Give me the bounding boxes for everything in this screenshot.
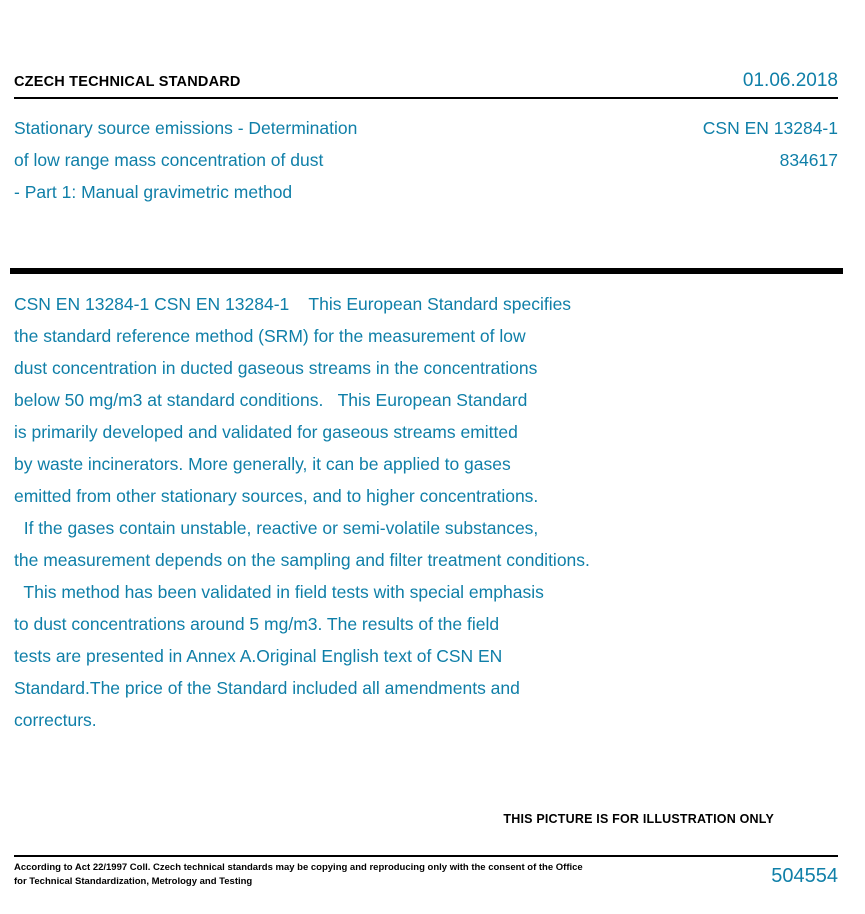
abstract-line: emitted from other stationary sources, and to higher concentrations. — [14, 486, 539, 506]
standard-title — [14, 112, 357, 208]
standard-title-line-1: Stationary source emissions - Determination — [14, 118, 358, 138]
header-divider — [14, 97, 838, 99]
standard-classification-code: 834617 — [779, 150, 838, 170]
section-divider — [10, 268, 843, 274]
publication-date: 01.06.2018 — [742, 70, 838, 91]
abstract-line: the standard reference method (SRM) for the measurement of low — [14, 326, 526, 346]
abstract-line: the measurement depends on the sampling and filter treatment conditions. — [14, 550, 590, 570]
copyright-note-line-2: for Technical Standardization, Metrology and Testing — [14, 876, 253, 887]
footer-divider — [14, 855, 838, 857]
standard-designation: CSN EN 13284-1 — [702, 118, 838, 138]
standard-title-block — [14, 112, 838, 208]
copyright-note-line-1: According to Act 22/1997 Coll. Czech technical standards may be copying and reproducing only with the consent of the Office — [14, 862, 583, 873]
document-header — [14, 70, 838, 92]
abstract-line: Standard.The price of the Standard included all amendments and — [14, 678, 520, 698]
abstract-line: If the gases contain unstable, reactive or semi-volatile substances, — [14, 518, 539, 538]
copyright-note — [14, 861, 583, 889]
abstract-line: tests are presented in Annex A.Original English text of CSN EN — [14, 646, 503, 666]
abstract-line: by waste incinerators. More generally, it can be applied to gases — [14, 454, 511, 474]
standard-title-line-2: of low range mass concentration of dust — [14, 150, 324, 170]
abstract-line: is primarily developed and validated for gaseous streams emitted — [14, 422, 518, 442]
page-title: CZECH TECHNICAL STANDARD — [14, 74, 241, 90]
illustration-disclaimer: THIS PICTURE IS FOR ILLUSTRATION ONLY — [503, 812, 774, 826]
standard-identifiers — [703, 112, 838, 176]
abstract-text — [14, 288, 844, 736]
abstract-line: correcturs. — [14, 710, 97, 730]
abstract-line: CSN EN 13284-1 CSN EN 13284-1 This European Standard specifies — [14, 294, 572, 314]
document-footer — [14, 861, 838, 889]
standard-title-line-3: - Part 1: Manual gravimetric method — [14, 182, 293, 202]
abstract-line: to dust concentrations around 5 mg/m3. The results of the field — [14, 614, 500, 634]
abstract-line: below 50 mg/m3 at standard conditions. This European Standard — [14, 390, 528, 410]
catalog-number: 504554 — [771, 865, 838, 887]
abstract-line: This method has been validated in field tests with special emphasis — [14, 582, 544, 602]
abstract-line: dust concentration in ducted gaseous streams in the concentrations — [14, 358, 538, 378]
